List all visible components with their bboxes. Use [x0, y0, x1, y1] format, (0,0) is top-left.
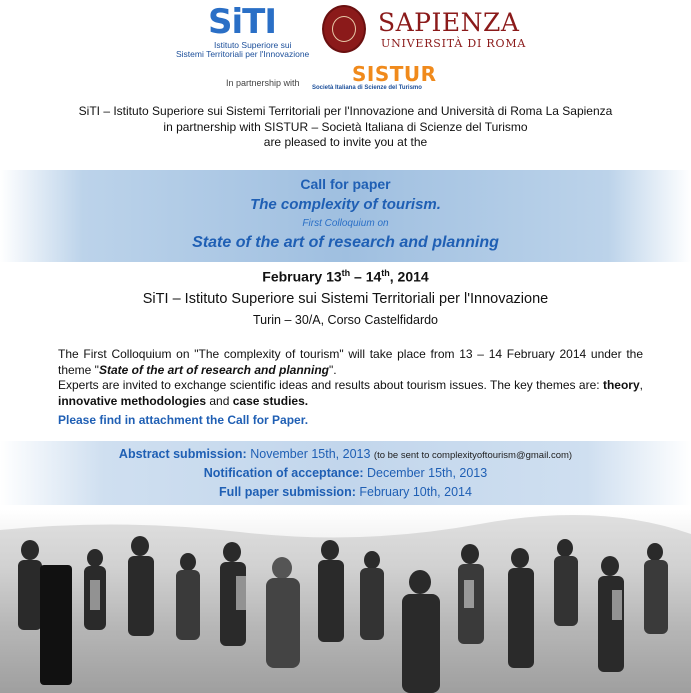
abstract-deadline: Abstract submission: November 15th, 2013 (to be sent to complexityoftourism@gmail.com) [118, 447, 573, 461]
notification-deadline: Notification of acceptance: December 15th, 2013 [203, 466, 488, 480]
title-banner [0, 170, 691, 262]
crowd-photo [0, 510, 691, 693]
colloquium-title: The complexity of tourism. [250, 196, 441, 213]
description-text [58, 347, 643, 409]
deadlines-banner [0, 441, 691, 505]
sapienza-logo-name: SAPIENZA [378, 8, 520, 37]
colloquium-theme: State of the art of research and planning [192, 234, 499, 251]
attachment-notice: Please find in attachment the Call for Paper. [58, 413, 309, 427]
description-paragraph-1: The First Colloquium on "The complexity of tourism" will take place from 13 – 14 February 2014 under the theme "State of the art of research and planning". [58, 347, 643, 377]
colloquium-label: First Colloquium on [302, 218, 389, 229]
description-paragraph-2: Experts are invited to exchange scientific ideas and results about tourism issues. The key themes are: theory, innovative methodologies and case studies. [58, 378, 643, 408]
fullpaper-deadline: Full paper submission: February 10th, 2014 [219, 485, 472, 499]
siti-logo [176, 2, 310, 62]
intro-line-3: are pleased to invite you at the [263, 135, 428, 149]
siti-logo-mark: SiTI [208, 2, 276, 42]
siti-logo-subtitle-1: Istituto Superiore sui [214, 40, 292, 50]
sistur-logo-name: SISTUR [352, 62, 437, 86]
abstract-email-note: (to be sent to complexityoftourism@gmail.com) [373, 450, 573, 461]
intro-line-2: in partnership with SISTUR – Società Italiana di Scienze del Turismo [163, 119, 528, 134]
event-address: Turin – 30/A, Corso Castelfidardo [252, 313, 439, 327]
intro-text [0, 104, 691, 151]
sapienza-seal-icon [322, 5, 366, 53]
event-dates: February 13th – 14th, 2014 [262, 268, 429, 285]
call-for-paper-heading: Call for paper [300, 176, 391, 192]
partnership-label: In partnership with [226, 78, 300, 88]
siti-logo-subtitle-2: Sistemi Territoriali per l'Innovazione [176, 49, 310, 59]
sapienza-logo-subtitle: UNIVERSITÀ DI ROMA [381, 37, 527, 50]
intro-line-1: SiTI – Istituto Superiore sui Sistemi Territoriali per l'Innovazione and Università di Roma La Sapienza [78, 104, 613, 118]
sistur-logo-subtitle: Società Italiana di Scienze del Turismo [312, 85, 422, 91]
event-venue: SiTI – Istituto Superiore sui Sistemi Territoriali per l'Innovazione [142, 291, 549, 307]
